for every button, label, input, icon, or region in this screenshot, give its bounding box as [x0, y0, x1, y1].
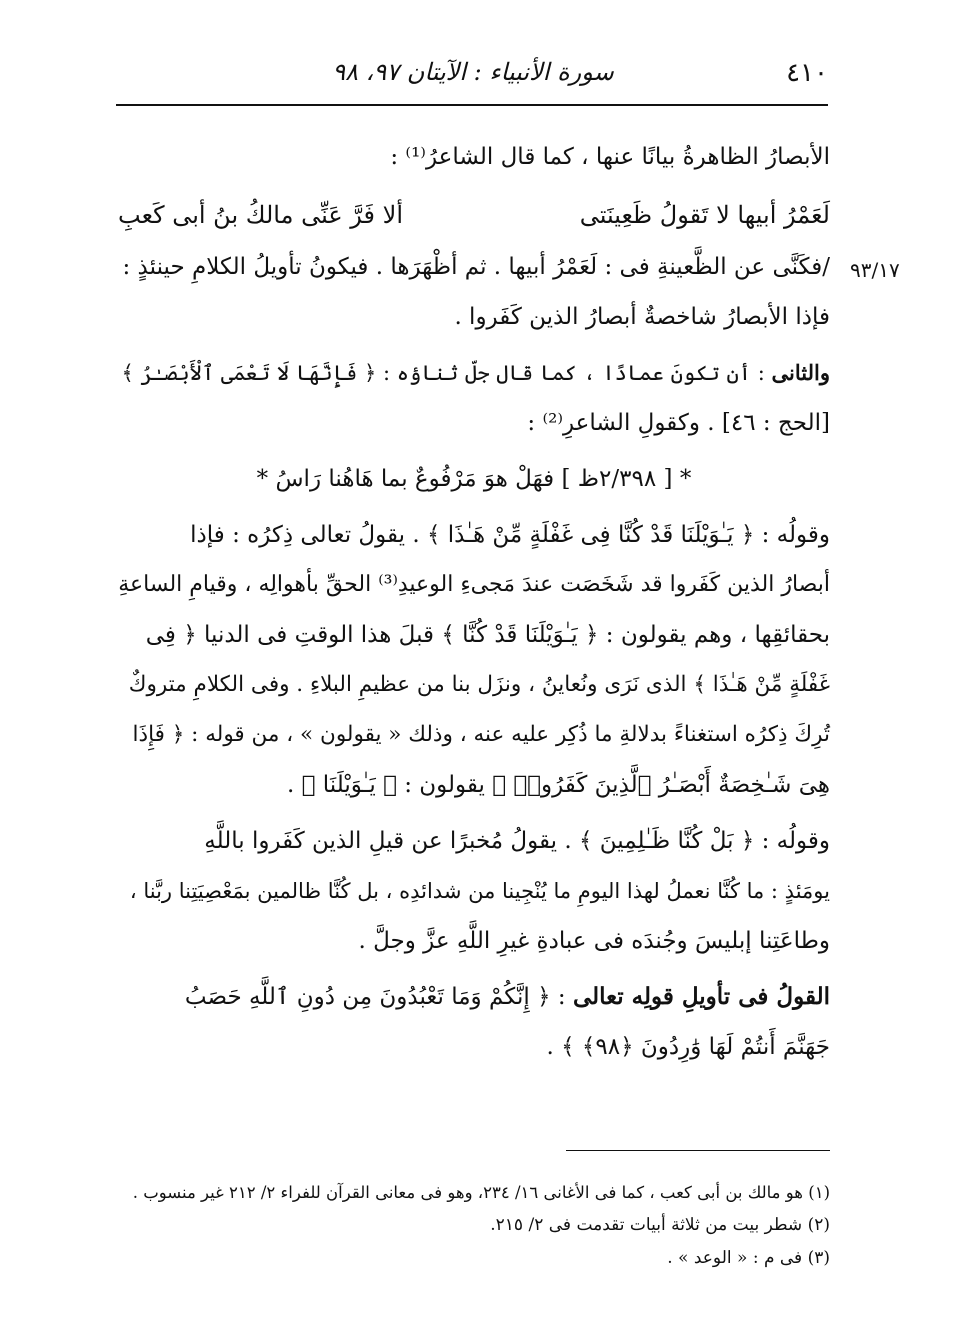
header-divider — [116, 104, 828, 106]
text-line: جَهَنَّمَ أَنتُمْ لَهَا وَٰرِدُونَ ﴿٩٨﴾ ﴾ . — [546, 1034, 830, 1060]
text-line — [118, 348, 830, 398]
poem-hemistich-first: لَعَمْرُ أبيها لا تَقولُ ظَعِينَتى — [579, 201, 830, 229]
text-line: بحقائقِها ، وهم يقولون : ﴿ يَـٰوَيْلَنَا قَدْ كُنَّا ﴾ قبلَ هذا الوقتِ فى الدنيا ﴿ فِى — [145, 622, 830, 648]
text-line: تُرِكَ ذِكرُه استغناءً بدلالةِ ما ذُكِر عليه عنه ، وذلك « يقولون » ، من قوله : ﴿ فَإِذَا — [132, 722, 830, 747]
text-line: وقولُه : ﴿ بَلْ كُنَّا ظَـٰلِمِينَ ﴾ . يقولُ مُخبرًا عن قيلِ الذين كَفَروا باللَّهِ — [204, 828, 830, 854]
margin-reference: ٩٣/١٧ — [850, 258, 900, 282]
text-line: /فكَنَّى عن الظَّعينةِ فى : لَعَمْرُ أبيها . ثم أظْهَرَها . فيكونُ تأويلُ الكلامِ حينئذٍ : — [122, 254, 830, 280]
text-line: غَفْلَةٍ مِّنْ هَـٰذَا ﴾ الذى نَرَى ونُعاينُ ، ونزَل بنا من عظيمِ البلاءِ . وفى الكلامِ متروكٌ — [128, 672, 830, 697]
poem-verse — [118, 188, 830, 242]
footnote: (٣) فى م : « الوعد » . — [667, 1248, 830, 1268]
text-line: يومَئذٍ : ما كُنَّا نعملُ لهذا اليومِ ما يُنْجِينا من شدائدِه ، بل كُنَّا ظالمين بمَعْصِيَتِنا ربَّنا ، — [129, 879, 830, 903]
footnotes — [118, 1176, 830, 1275]
text-line: الأبصارُ الظاهرةُ بيانًا عنها ، كما قال الشاعرُ⁽¹⁾ : — [390, 144, 830, 170]
quoted-verse: * [ ٢/٣٩٨ظ ] فهَلْ هوَ مَرْفُوعٌ بما هَاهُنا رَاسُ * — [256, 466, 692, 492]
section-label: والثانى — [771, 360, 830, 385]
page-number: ٤١٠ — [786, 58, 828, 88]
footnote: (١) هو مالك بن أبى كعب ، كما فى الأغانى ١٦/ ٢٣٤، وهو فى معانى القرآن للفراء ٢/ ٢١٢ غير منسوب . — [132, 1183, 830, 1202]
poem-hemistich-second: ألا فَرَّ عَنِّى مالكُ بنُ أبى كَعبِ — [118, 201, 403, 229]
footnote-divider — [566, 1150, 830, 1151]
section-heading: القولُ فى تأويلِ قولِه تعالى — [572, 983, 830, 1010]
text-line: [الحج : ٤٦] . وكقولِ الشاعرِ⁽²⁾ : — [527, 410, 830, 436]
running-title: سورة الأنبياء : الآيتان ٩٧، ٩٨ — [332, 58, 614, 86]
text-line: وقولُه : ﴿ يَـٰوَيْلَنَا قَدْ كُنَّا فِى غَفْلَةٍ مِّنْ هَـٰذَا ﴾ . يقولُ تعالى ذِكرُه : فإذا — [190, 522, 830, 548]
main-text — [118, 132, 830, 1072]
footnote: (٢) شطر بيت من ثلاثة أبيات تقدمت فى ٢/ ٢١٥. — [490, 1215, 830, 1235]
text-line: وطاعَتِنا إبليسَ وجُندَه فى عبادةِ غيرِ اللَّهِ عزَّ وجلَّ . — [358, 928, 830, 954]
text-line — [118, 972, 830, 1022]
page-header — [118, 52, 828, 100]
text-line: هِىَ شَـٰخِصَةٌ أَبْصَـٰرُ ٱلَّذِينَ كَفَرُوا۟ ﴾ يقولون : ﴿ يَـٰوَيْلَنَا ﴾ . — [287, 772, 830, 798]
text-line: أبصارُ الذين كَفَروا قد شَخَصَت عندَ مَجىءِ الوعيدِ⁽³⁾ الحقِّ بأهوالِه ، وقيامِ الساعةِ — [118, 572, 830, 597]
text-line: فإذا الأبصارُ شاخصةٌ أبصارُ الذين كَفَروا . — [454, 304, 830, 330]
text-span: : أن تكونَ عمادًا ، كما قال جلّ ثناؤه : ﴿ فَإِنَّهَا لَا تَعْمَى ٱلْأَبْصَـٰرُ ﴾ — [121, 361, 765, 385]
text-span: : ﴿ إِنَّكُمْ وَمَا تَعْبُدُونَ مِن دُونِ ٱللَّهِ حَصَبُ — [184, 984, 566, 1010]
